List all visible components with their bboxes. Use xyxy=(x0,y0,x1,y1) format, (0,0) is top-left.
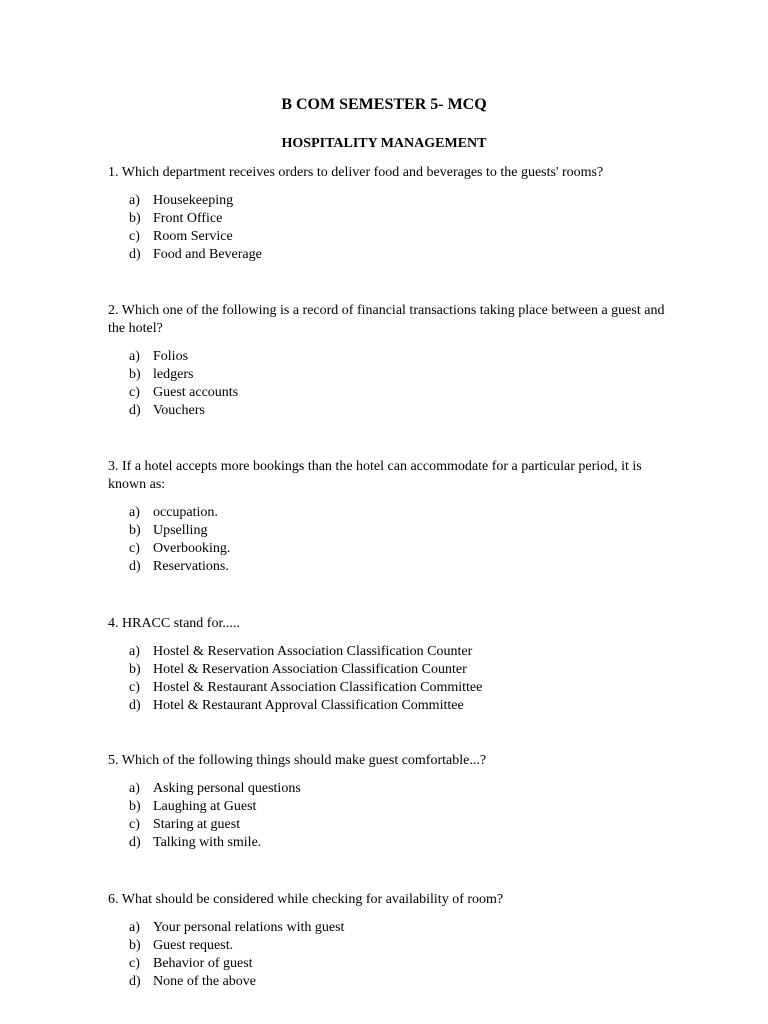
question-3 xyxy=(108,458,676,576)
options-list xyxy=(129,643,697,715)
question-text: 1. Which department receives orders to deliver food and beverages to the guests' rooms? xyxy=(108,165,604,180)
option-c xyxy=(129,228,697,246)
option-letter: c) xyxy=(129,956,140,971)
option-text: Reservations. xyxy=(153,559,229,574)
question-text: 4. HRACC stand for..... xyxy=(108,616,240,631)
option-letter: d) xyxy=(129,974,141,989)
option-a xyxy=(129,348,697,366)
option-text: None of the above xyxy=(153,974,257,989)
option-c xyxy=(129,816,697,834)
option-text: Hostel & Reservation Association Classification Counter xyxy=(153,644,473,659)
option-letter: a) xyxy=(129,193,140,208)
question-4 xyxy=(108,615,676,715)
option-d xyxy=(129,246,697,264)
option-letter: a) xyxy=(129,644,140,659)
question-text: 5. Which of the following things should make guest comfortable...? xyxy=(108,753,487,768)
question-2 xyxy=(108,302,676,420)
option-letter: c) xyxy=(129,817,140,832)
options-list xyxy=(129,192,697,264)
option-text: Overbooking. xyxy=(153,541,231,556)
option-a xyxy=(129,919,697,937)
question-5 xyxy=(108,752,676,852)
option-letter: a) xyxy=(129,920,140,935)
question-text: 3. If a hotel accepts more bookings than the hotel can accommodate for a particular period, it is known as: xyxy=(108,459,642,492)
option-letter: b) xyxy=(129,211,141,226)
option-text: Housekeeping xyxy=(153,193,234,208)
option-b xyxy=(129,522,697,540)
option-b xyxy=(129,210,697,228)
option-text: ledgers xyxy=(153,367,194,382)
option-c xyxy=(129,384,697,402)
option-c xyxy=(129,955,697,973)
option-letter: b) xyxy=(129,523,141,538)
option-text: Behavior of guest xyxy=(153,956,253,971)
options-list xyxy=(129,504,697,576)
option-text: Hotel & Restaurant Approval Classification Committee xyxy=(153,698,464,713)
option-a xyxy=(129,504,697,522)
options-list xyxy=(129,780,697,852)
option-d xyxy=(129,834,697,852)
option-text: Vouchers xyxy=(153,403,205,418)
option-text: Hostel & Restaurant Association Classification Committee xyxy=(153,680,483,695)
option-text: Food and Beverage xyxy=(153,247,262,262)
option-letter: d) xyxy=(129,698,141,713)
question-text: 6. What should be considered while checking for availability of room? xyxy=(108,892,504,907)
option-c xyxy=(129,679,697,697)
option-letter: b) xyxy=(129,662,141,677)
option-d xyxy=(129,973,697,991)
options-list xyxy=(129,919,697,991)
option-letter: b) xyxy=(129,938,141,953)
option-text: Laughing at Guest xyxy=(153,799,257,814)
option-letter: d) xyxy=(129,835,141,850)
option-text: Upselling xyxy=(153,523,208,538)
option-a xyxy=(129,192,697,210)
option-b xyxy=(129,366,697,384)
document-title: B COM SEMESTER 5- MCQ xyxy=(281,96,487,113)
option-text: Room Service xyxy=(153,229,233,244)
option-letter: d) xyxy=(129,559,141,574)
option-b xyxy=(129,661,697,679)
option-text: Your personal relations with guest xyxy=(153,920,345,935)
option-letter: c) xyxy=(129,680,140,695)
option-b xyxy=(129,937,697,955)
option-text: Asking personal questions xyxy=(153,781,301,796)
document-subtitle: HOSPITALITY MANAGEMENT xyxy=(281,136,487,151)
option-letter: d) xyxy=(129,403,141,418)
option-letter: a) xyxy=(129,781,140,796)
option-c xyxy=(129,540,697,558)
option-b xyxy=(129,798,697,816)
question-text: 2. Which one of the following is a record of financial transactions taking place between a guest and the hotel? xyxy=(108,303,665,336)
question-1 xyxy=(108,164,676,264)
option-text: Folios xyxy=(153,349,189,364)
option-a xyxy=(129,780,697,798)
option-letter: b) xyxy=(129,367,141,382)
option-letter: c) xyxy=(129,229,140,244)
option-text: Guest accounts xyxy=(153,385,239,400)
option-letter: c) xyxy=(129,541,140,556)
option-text: occupation. xyxy=(153,505,218,520)
option-d xyxy=(129,402,697,420)
option-letter: a) xyxy=(129,505,140,520)
option-text: Talking with smile. xyxy=(153,835,262,850)
option-text: Guest request. xyxy=(153,938,234,953)
options-list xyxy=(129,348,697,420)
option-letter: a) xyxy=(129,349,140,364)
option-text: Front Office xyxy=(153,211,223,226)
option-d xyxy=(129,558,697,576)
option-letter: b) xyxy=(129,799,141,814)
option-text: Hotel & Reservation Association Classification Counter xyxy=(153,662,467,677)
option-a xyxy=(129,643,697,661)
option-d xyxy=(129,697,697,715)
option-letter: c) xyxy=(129,385,140,400)
option-text: Staring at guest xyxy=(153,817,241,832)
option-letter: d) xyxy=(129,247,141,262)
question-6 xyxy=(108,891,676,991)
